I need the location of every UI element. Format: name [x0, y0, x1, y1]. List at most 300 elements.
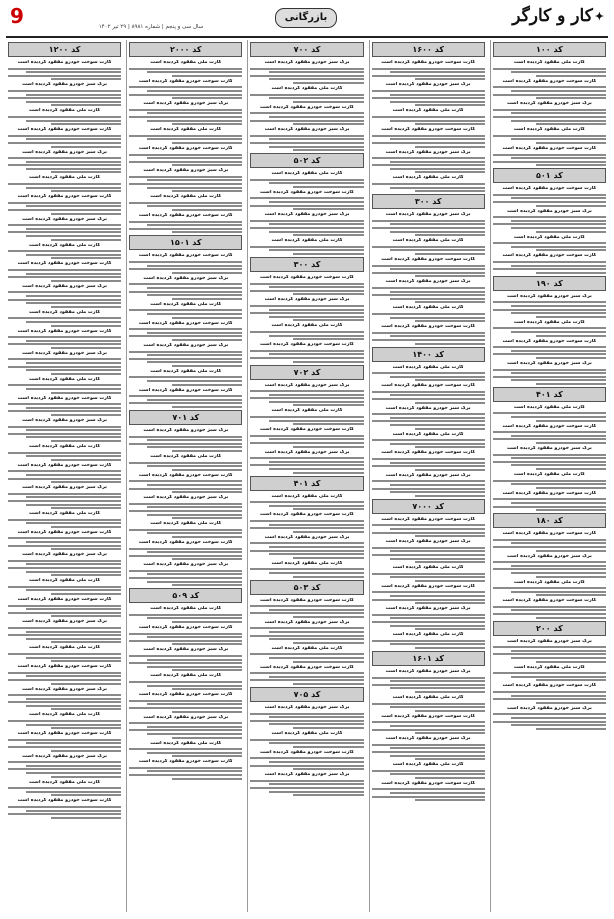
ad-text-line — [51, 548, 121, 550]
classified-ad — [8, 780, 121, 797]
page-number: 9 — [10, 4, 24, 28]
ad-text-line — [511, 372, 606, 374]
ad-text-line — [269, 676, 364, 678]
ad-text-line — [147, 551, 242, 553]
ad-title: کارت سوخت خودرو مفقود گردیده است — [381, 583, 476, 589]
ad-text-line — [269, 461, 364, 463]
ad-text-line — [372, 332, 485, 334]
ad-text-line — [129, 402, 242, 404]
classified-ad — [8, 731, 121, 751]
ad-text-line — [390, 291, 485, 293]
classified-ad — [8, 485, 121, 509]
ad-text-line — [390, 595, 485, 597]
ad-text-line — [536, 272, 606, 274]
ad-text-line — [129, 283, 242, 285]
ad-text-line — [8, 276, 121, 278]
ad-title: کارت ملی مفقود گردیده است — [392, 108, 464, 114]
ad-text-line — [172, 669, 242, 671]
ad-text-line — [8, 612, 121, 614]
ad-text-line — [293, 472, 363, 474]
classified-ad — [493, 665, 606, 682]
ad-text-line — [390, 643, 485, 645]
ad-text-line — [372, 796, 485, 798]
ad-text-line — [26, 273, 121, 275]
classified-ad — [372, 781, 485, 801]
classified-ad — [8, 798, 121, 818]
ad-text-line — [511, 305, 606, 307]
ad-text-line — [8, 470, 121, 472]
ad-text-line — [511, 650, 606, 652]
classified-ad — [8, 418, 121, 442]
ad-text-line — [536, 576, 606, 578]
ad-text-line — [390, 687, 485, 689]
ad-text-line — [511, 227, 606, 229]
ad-title: کارت سوخت خودرو مفقود گردیده است — [17, 597, 112, 602]
ad-text-line — [26, 295, 121, 297]
ad-text-line — [8, 813, 121, 815]
ad-text-line — [8, 679, 121, 681]
classified-ad — [372, 279, 485, 303]
classified-ad — [250, 750, 363, 770]
ad-title: برگ سبز خودرو مفقود گردیده است — [506, 293, 592, 299]
ad-text-line — [372, 420, 485, 422]
ad-text-line — [415, 628, 485, 630]
ad-text-line — [372, 313, 485, 315]
classified-ad — [250, 494, 363, 511]
classified-ad — [493, 446, 606, 470]
ad-text-line — [536, 594, 606, 596]
ad-title: کارت ملی مفقود گردیده است — [29, 443, 101, 449]
ad-text-line — [8, 299, 121, 301]
ad-text-line — [129, 655, 242, 657]
ad-text-line — [26, 724, 121, 726]
ad-text-line — [372, 524, 485, 526]
ad-text-line — [8, 157, 121, 159]
ad-text-line — [147, 90, 242, 92]
classified-ad — [250, 598, 363, 618]
classified-ad — [250, 383, 363, 407]
ad-text-line — [493, 109, 606, 111]
ad-text-line — [536, 75, 606, 77]
classified-ad — [8, 175, 121, 192]
ad-text-line — [511, 416, 606, 418]
ad-title: کارت ملی مفقود گردیده است — [150, 194, 222, 200]
ad-text-line — [147, 265, 242, 267]
ad-text-line — [250, 527, 363, 529]
ad-text-line — [129, 767, 242, 769]
ad-text-line — [26, 321, 121, 323]
ad-text-line — [250, 501, 363, 503]
ad-text-line — [8, 519, 121, 521]
ad-text-line — [493, 154, 606, 156]
ad-text-line — [511, 120, 606, 122]
ad-text-line — [536, 702, 606, 704]
ad-title: برگ سبز خودرو مفقود گردیده است — [143, 647, 229, 653]
ad-title: برگ سبز خودرو مفقود گردیده است — [143, 428, 229, 434]
ad-text-line — [250, 765, 363, 767]
ad-text-line — [390, 335, 485, 337]
ad-text-line — [147, 112, 242, 114]
classified-ad — [250, 665, 363, 685]
ad-text-line — [129, 748, 242, 750]
ad-text-line — [172, 298, 242, 300]
ad-title: برگ سبز خودرو مفقود گردیده است — [264, 297, 350, 303]
classified-ad — [493, 598, 606, 618]
classified-ad — [129, 194, 242, 211]
ad-text-line — [8, 366, 121, 368]
ad-text-line — [415, 777, 485, 779]
ad-text-line — [536, 335, 606, 337]
ad-text-line — [293, 319, 363, 321]
ad-text-line — [51, 347, 121, 349]
ad-text-line — [129, 358, 242, 360]
ad-title: برگ سبز خودرو مفقود گردیده است — [143, 562, 229, 568]
ad-text-line — [293, 616, 363, 618]
ad-text-line — [511, 265, 606, 267]
ad-text-line — [250, 120, 363, 122]
ad-text-line — [293, 746, 363, 748]
ad-title: کارت سوخت خودرو مفقود گردیده است — [381, 450, 476, 456]
classified-ad — [8, 194, 121, 214]
ad-text-line — [493, 672, 606, 674]
ad-text-line — [372, 614, 485, 616]
ad-text-line — [372, 164, 485, 166]
ad-title: کارت ملی مفقود گردیده است — [271, 730, 343, 736]
ad-text-line — [269, 97, 364, 99]
ad-text-line — [51, 593, 121, 595]
ad-text-line — [415, 691, 485, 693]
ad-text-line — [293, 446, 363, 448]
ad-title: کارت ملی مفقود گردیده است — [271, 560, 343, 566]
classified-ad — [372, 60, 485, 80]
ad-text-line — [293, 338, 363, 340]
ad-text-line — [493, 268, 606, 270]
ad-text-line — [51, 373, 121, 375]
ad-text-line — [172, 536, 242, 538]
ad-text-line — [8, 426, 121, 428]
ad-text-line — [8, 358, 121, 360]
ad-text-line — [51, 794, 121, 796]
classified-ad — [129, 521, 242, 538]
classified-ad — [372, 736, 485, 760]
ad-text-line — [415, 758, 485, 760]
ad-text-line — [129, 480, 242, 482]
ad-text-line — [8, 269, 121, 271]
ad-text-line — [8, 672, 121, 674]
ad-title: برگ سبز خودرو مفقود گردیده است — [385, 669, 471, 674]
ad-text-line — [493, 646, 606, 648]
ad-text-line — [129, 202, 242, 204]
ad-text-line — [269, 286, 364, 288]
ad-text-line — [372, 183, 485, 185]
ad-text-line — [172, 365, 242, 367]
ad-text-line — [493, 223, 606, 225]
ad-text-line — [372, 788, 485, 790]
ad-text-line — [172, 737, 242, 739]
ad-title: کارت ملی مفقود گردیده است — [150, 454, 222, 459]
ad-title: کارت ملی مفقود گردیده است — [150, 521, 222, 527]
ad-text-line — [269, 231, 364, 233]
ad-text-line — [390, 417, 485, 419]
classified-ad — [8, 552, 121, 576]
ad-text-line — [372, 554, 485, 556]
ad-text-line — [51, 776, 121, 778]
ad-title: برگ سبز خودرو مفقود گردیده است — [22, 149, 107, 155]
ad-title: کارت سوخت خودرو مفقود گردیده است — [260, 275, 354, 280]
classified-ad — [250, 105, 363, 125]
ad-text-line — [8, 97, 121, 99]
ad-text-line — [26, 522, 121, 524]
ad-text-line — [493, 568, 606, 570]
ad-title: کارت سوخت خودرو مفقود گردیده است — [138, 692, 233, 698]
ad-text-line — [172, 711, 242, 713]
ad-text-line — [493, 201, 606, 203]
ad-text-line — [415, 647, 485, 649]
classified-ad — [129, 60, 242, 77]
ad-text-line — [415, 343, 485, 345]
classified-ad — [129, 606, 242, 623]
ad-text-line — [493, 691, 606, 693]
ad-text-line — [26, 120, 121, 122]
ad-text-line — [8, 291, 121, 293]
ad-text-line — [172, 317, 242, 319]
ad-text-line — [493, 369, 606, 371]
ad-text-line — [536, 617, 606, 619]
code-header: کد ۵۰۹ — [129, 588, 242, 603]
column-1 — [490, 40, 608, 912]
ad-text-line — [172, 142, 242, 144]
ad-title: کارت سوخت خودرو مفقود گردیده است — [502, 253, 597, 259]
ad-text-line — [536, 164, 606, 166]
ad-title: کارت ملی مفقود گردیده است — [392, 762, 464, 768]
classified-ad — [493, 60, 606, 77]
ad-text-line — [372, 547, 485, 549]
ad-text-line — [250, 75, 363, 77]
column-2 — [369, 40, 487, 912]
ad-title: کارت ملی مفقود گردیده است — [513, 579, 585, 585]
ad-text-line — [26, 101, 121, 103]
ad-title: برگ سبز خودرو مفقود گردیده است — [143, 714, 229, 720]
ad-title: کارت ملی مفقود گردیده است — [392, 175, 464, 181]
ad-text-line — [26, 496, 121, 498]
ad-text-line — [372, 744, 485, 746]
ad-title: کارت سوخت خودرو مفقود گردیده است — [138, 145, 233, 151]
ad-text-line — [129, 291, 242, 293]
ad-title: کارت ملی مفقود گردیده است — [513, 234, 585, 240]
ad-text-line — [536, 123, 606, 125]
ad-text-line — [493, 346, 606, 348]
ad-text-line — [51, 123, 121, 125]
ad-text-line — [250, 435, 363, 437]
ad-text-line — [250, 205, 363, 207]
ad-text-line — [372, 287, 485, 289]
ad-title: کارت ملی مفقود گردیده است — [513, 319, 585, 325]
classified-ad — [129, 759, 242, 779]
ad-text-line — [26, 94, 121, 96]
ad-text-line — [511, 220, 606, 222]
ad-text-line — [372, 458, 485, 460]
classified-ad — [129, 101, 242, 125]
ad-text-line — [51, 213, 121, 215]
ad-text-line — [390, 462, 485, 464]
classified-ad — [372, 383, 485, 403]
ad-text-line — [293, 794, 363, 796]
ad-text-line — [415, 275, 485, 277]
ad-text-line — [511, 542, 606, 544]
ad-text-line — [493, 438, 606, 440]
ad-text-line — [372, 391, 485, 393]
ad-title: کارت ملی مفقود گردیده است — [271, 408, 343, 414]
classified-ad — [8, 712, 121, 729]
classified-ad — [372, 584, 485, 604]
ad-text-line — [8, 224, 121, 226]
ad-title: کارت سوخت خودرو مفقود گردیده است — [502, 531, 597, 537]
ad-text-line — [172, 209, 242, 211]
ad-text-line — [51, 239, 121, 241]
ad-title: برگ سبز خودرو مفقود گردیده است — [143, 342, 229, 348]
ad-text-line — [511, 695, 606, 697]
ad-text-line — [26, 205, 121, 207]
ad-text-line — [26, 631, 121, 633]
ad-text-line — [147, 361, 242, 363]
ad-text-line — [536, 316, 606, 318]
ad-title: برگ سبز خودرو مفقود گردیده است — [506, 360, 592, 366]
ad-text-line — [493, 135, 606, 137]
code-header: کد ۳۰۰ — [250, 257, 363, 272]
ad-text-line — [129, 681, 242, 683]
ad-title: کارت سوخت خودرو مفقود گردیده است — [17, 395, 112, 401]
classified-ad — [129, 253, 242, 273]
classified-ad — [250, 620, 363, 644]
code-header: کد ۷۰۱ — [129, 410, 242, 425]
ad-title: کارت ملی مفقود گردیده است — [271, 85, 343, 91]
ad-text-line — [269, 116, 364, 118]
code-header: کد ۱۵۰۱ — [129, 235, 242, 250]
ad-text-line — [51, 257, 121, 259]
ad-text-line — [250, 627, 363, 629]
ad-title: کارت ملی مفقود گردیده است — [29, 712, 101, 718]
ad-text-line — [26, 791, 121, 793]
ad-text-line — [129, 309, 242, 311]
ad-text-line — [493, 94, 606, 96]
ad-text-line — [511, 502, 606, 504]
ad-text-line — [372, 68, 485, 70]
ad-text-line — [129, 488, 242, 490]
ad-text-line — [129, 86, 242, 88]
ad-title: کارت سوخت خودرو مفقود گردیده است — [260, 664, 354, 670]
ad-text-line — [269, 723, 364, 725]
ad-text-line — [250, 550, 363, 552]
ad-title: کارت ملی مفقود گردیده است — [150, 127, 222, 133]
ad-text-line — [51, 190, 121, 192]
ad-title: برگ سبز خودرو مفقود گردیده است — [264, 449, 350, 455]
ad-text-line — [129, 707, 242, 709]
ad-text-line — [26, 705, 121, 707]
ad-text-line — [372, 97, 485, 99]
classified-ad — [250, 86, 363, 103]
ad-text-line — [390, 187, 485, 189]
ad-text-line — [269, 657, 364, 659]
classified-ad — [129, 146, 242, 166]
ad-text-line — [8, 493, 121, 495]
ad-text-line — [172, 778, 242, 780]
ad-text-line — [26, 71, 121, 73]
ad-title: کارت سوخت خودرو مفقود گردیده است — [138, 78, 233, 84]
ad-text-line — [51, 817, 121, 819]
ad-text-line — [250, 357, 363, 359]
classified-ad — [493, 580, 606, 597]
ad-text-line — [372, 751, 485, 753]
ad-text-line — [493, 539, 606, 541]
ad-text-line — [415, 190, 485, 192]
classified-ad — [372, 695, 485, 712]
ad-text-line — [269, 309, 364, 311]
ad-text-line — [26, 228, 121, 230]
ad-text-line — [147, 703, 242, 705]
ad-text-line — [415, 561, 485, 563]
classified-ad — [493, 186, 606, 206]
column-4 — [126, 40, 244, 912]
ad-title: کارت سوخت خودرو مفقود گردیده است — [17, 328, 112, 334]
ad-text-line — [26, 657, 121, 659]
ad-text-line — [269, 783, 364, 785]
ad-text-line — [493, 353, 606, 355]
ad-text-line — [172, 517, 242, 519]
ad-text-line — [372, 621, 485, 623]
ad-text-line — [129, 503, 242, 505]
ad-text-line — [390, 550, 485, 552]
classified-ad — [8, 150, 121, 174]
ad-text-line — [129, 570, 242, 572]
ad-text-line — [51, 459, 121, 461]
ad-text-line — [250, 283, 363, 285]
ad-text-line — [8, 452, 121, 454]
ad-text-line — [26, 302, 121, 304]
ad-text-line — [415, 379, 485, 381]
ad-text-line — [415, 171, 485, 173]
ad-text-line — [390, 491, 485, 493]
ad-text-line — [8, 116, 121, 118]
ad-text-line — [493, 587, 606, 589]
classified-ad — [493, 472, 606, 489]
ad-title: کارت سوخت خودرو مفقود گردیده است — [381, 324, 476, 330]
classified-ad — [493, 101, 606, 125]
ad-text-line — [172, 164, 242, 166]
ad-text-line — [129, 116, 242, 118]
ad-text-line — [129, 268, 242, 270]
ad-text-line — [250, 305, 363, 307]
ad-text-line — [390, 755, 485, 757]
ad-text-line — [390, 71, 485, 73]
classified-ad — [493, 361, 606, 385]
classified-ad — [250, 212, 363, 236]
ad-text-line — [250, 568, 363, 570]
ad-text-line — [493, 653, 606, 655]
ad-text-line — [269, 572, 364, 574]
ad-text-line — [51, 727, 121, 729]
ad-text-line — [26, 608, 121, 610]
classified-ad — [250, 772, 363, 796]
ad-text-line — [372, 684, 485, 686]
ad-text-line — [147, 380, 242, 382]
ad-text-line — [172, 231, 242, 233]
ad-title: برگ سبز خودرو مفقود گردیده است — [22, 753, 107, 759]
ad-text-line — [147, 179, 242, 181]
ad-title: کارت ملی مفقود گردیده است — [29, 645, 101, 651]
ad-text-line — [26, 362, 121, 364]
ad-text-line — [293, 642, 363, 644]
ad-text-line — [250, 112, 363, 114]
